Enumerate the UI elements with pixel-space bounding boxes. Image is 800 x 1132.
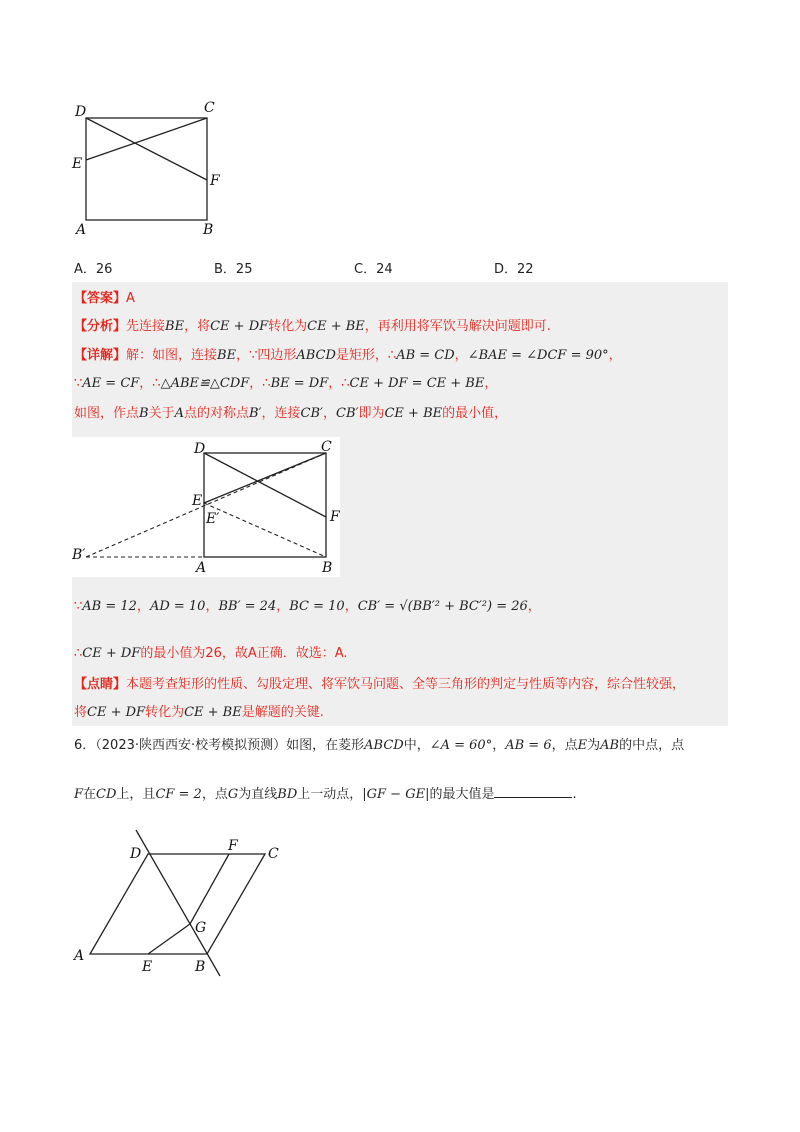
label-b-3: B: [195, 959, 206, 975]
comment-line-1: 【点睛】本题考查矩形的性质、勾股定理、将军饮马问题、全等三角形的判定与性质等内容，综合性较强，: [74, 677, 686, 692]
label-f-2: F: [330, 509, 340, 525]
label-e-2: E: [192, 493, 203, 509]
option-c: C．24: [354, 262, 393, 277]
label-f-3: F: [228, 838, 238, 854]
answer-line: 【答案】A: [74, 291, 135, 306]
option-b: B．25: [214, 262, 253, 277]
segment-eb: [204, 503, 326, 557]
label-b: B: [203, 222, 214, 238]
question-6-line-2: F在CD上，且CF = 2，点G为直线BD上一动点，|GF − GE|的最大值是 .: [74, 787, 577, 802]
label-c: C: [204, 100, 215, 116]
segment-fg: [190, 854, 229, 924]
label-f: F: [210, 173, 220, 189]
segment-df: [86, 118, 207, 180]
segment-df-2: [204, 453, 326, 517]
label-a-3: A: [74, 948, 85, 964]
label-d-3: D: [130, 846, 142, 862]
label-b-prime: B′: [72, 547, 86, 563]
comment-line-2: 将CE + DF转化为CE + BE是解题的关键.: [74, 705, 324, 720]
label-a-2: A: [196, 560, 207, 576]
detail-line-1: 【详解】解：如图，连接BE，∵四边形ABCD是矩形，∴AB = CD，∠BAE = ∠DCF = 90°，: [74, 348, 622, 363]
label-g: G: [195, 920, 207, 936]
detail-line-3: 如图，作点B关于A点的对称点B′，连接CB′，CB′即为CE + BE的最小值，: [74, 406, 508, 421]
figure-reflection: [72, 437, 340, 577]
figure-rhombus: [70, 826, 290, 986]
segment-ec: [86, 118, 207, 160]
question-6-line-1: 6．（2023·陕西西安·校考模拟预测）如图，在菱形ABCD中，∠A = 60°，AB = 6，点E为AB的中点，点: [74, 738, 685, 753]
answer-blank[interactable]: [494, 785, 572, 798]
label-d: D: [75, 104, 87, 120]
label-c-2: C: [321, 439, 332, 455]
computation-line: ∵AB = 12，AD = 10，BB′ = 24，BC = 10，CB′ = √(BB′² + BC′²) = 26，: [74, 599, 541, 614]
detail-line-2: ∵AE = CF，∴△ABE≌△CDF，∴BE = DF，∴CE + DF = CE + BE，: [74, 376, 498, 391]
label-c-3: C: [268, 846, 279, 862]
option-d: D．22: [494, 262, 534, 277]
figure-rectangle: [70, 98, 230, 238]
analysis-line: 【分析】先连接BE，将CE + DF转化为CE + BE，再利用将军饮马解决问题即可.: [74, 319, 551, 334]
label-b-2: B: [322, 560, 333, 576]
label-e-3: E: [142, 959, 153, 975]
rectangle-abcd-2: [204, 453, 326, 557]
rectangle-abcd: [86, 118, 207, 220]
conclusion-line: ∴CE + DF的最小值为26，故A正确．故选：A.: [74, 646, 348, 661]
label-e: E: [72, 156, 83, 172]
label-a: A: [76, 222, 87, 238]
segment-eg: [148, 924, 190, 954]
label-d-2: D: [194, 441, 206, 457]
rhombus-abcd: [90, 854, 265, 954]
option-a: A．26: [74, 262, 113, 277]
label-e-prime: E′: [206, 511, 220, 527]
